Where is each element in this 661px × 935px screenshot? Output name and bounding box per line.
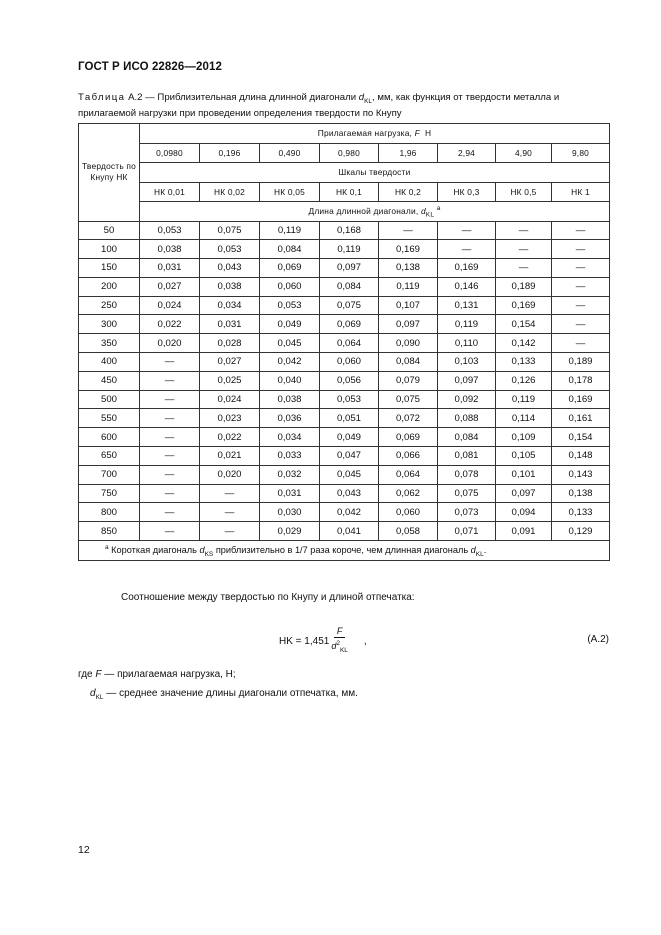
formula-fraction	[331, 626, 348, 657]
diagonal-cell: 0,075	[379, 390, 438, 409]
diagonal-cell: 0,169	[552, 390, 610, 409]
footnote-sym1: d	[199, 544, 205, 555]
diagonal-cell: 0,133	[552, 503, 610, 522]
table-row	[79, 484, 610, 503]
diagonal-cell: 0,069	[379, 428, 438, 447]
diagonal-cell: —	[200, 484, 260, 503]
hardness-cell: 450	[79, 371, 140, 390]
hardness-cell: 150	[79, 259, 140, 278]
diagonal-cell: —	[140, 522, 200, 541]
diagonal-cell: 0,169	[496, 296, 552, 315]
diagonal-cell: 0,022	[200, 428, 260, 447]
diagonal-cell: —	[140, 428, 200, 447]
caption-number: А.2	[128, 92, 143, 103]
loads-row	[79, 143, 610, 163]
where-dash: —	[106, 688, 117, 699]
diagonal-cell: 0,084	[379, 353, 438, 372]
table-caption	[78, 92, 608, 121]
diagonal-cell: 0,047	[320, 447, 379, 466]
load-symbol: F	[414, 128, 420, 139]
scale-value: НК 0,1	[320, 182, 379, 202]
hardness-cell: 800	[79, 503, 140, 522]
diagonal-cell: 0,133	[496, 353, 552, 372]
diagonal-cell: 0,041	[320, 522, 379, 541]
diagonal-cell: —	[552, 315, 610, 334]
caption-symbol: d	[358, 92, 365, 103]
footnote-text-before: Короткая диагональ	[108, 544, 200, 555]
table-row	[79, 296, 610, 315]
diagonal-cell: 0,042	[320, 503, 379, 522]
table-row	[79, 409, 610, 428]
footnote-sym1-sub: KS	[204, 550, 214, 558]
diagonal-cell: 0,043	[200, 259, 260, 278]
where-text: среднее значение длины диагонали отпечатка, мм.	[119, 688, 358, 699]
diagonal-cell: 0,034	[260, 428, 320, 447]
diagonal-cell: 0,169	[379, 240, 438, 259]
diagonal-cell: 0,114	[496, 409, 552, 428]
footnote-sym2: d	[470, 544, 476, 555]
table-row	[79, 353, 610, 372]
diagonal-cell: 0,078	[438, 465, 496, 484]
diagonal-cell: 0,081	[438, 447, 496, 466]
diagonal-cell: 0,084	[260, 240, 320, 259]
table-row	[79, 221, 610, 240]
diagonal-cell: 0,038	[140, 240, 200, 259]
diagonal-cell: 0,064	[320, 334, 379, 353]
diagonal-cell: 0,138	[379, 259, 438, 278]
diagonal-cell: —	[496, 221, 552, 240]
hardness-cell: 700	[79, 465, 140, 484]
diagonal-cell: 0,043	[320, 484, 379, 503]
scale-value: НК 0,05	[260, 182, 320, 202]
diagonal-cell: 0,025	[200, 371, 260, 390]
formula-lhs: HK = 1,451	[279, 635, 330, 647]
diagonal-cell: 0,148	[552, 447, 610, 466]
diagonal-cell: 0,032	[260, 465, 320, 484]
diagonal-cell: 0,161	[552, 409, 610, 428]
load-value: 4,90	[496, 143, 552, 163]
diagonal-cell: 0,036	[260, 409, 320, 428]
diagonal-cell: 0,029	[260, 522, 320, 541]
diagonal-cell: 0,038	[200, 277, 260, 296]
table-row	[79, 334, 610, 353]
diagonal-cell: —	[140, 409, 200, 428]
diagonal-cell: 0,119	[379, 277, 438, 296]
diagonal-cell: 0,056	[320, 371, 379, 390]
diagonal-cell: 0,169	[438, 259, 496, 278]
diagonal-cell: 0,030	[260, 503, 320, 522]
diagonal-cell: 0,189	[552, 353, 610, 372]
formula-numerator: F	[334, 626, 346, 638]
formula-denominator	[331, 638, 348, 657]
hardness-cell: 200	[79, 277, 140, 296]
diagonal-cell: 0,027	[200, 353, 260, 372]
formula-tail: ,	[363, 635, 367, 647]
diagonal-cell: 0,119	[260, 221, 320, 240]
load-value: 9,80	[552, 143, 610, 163]
where-symbol: d	[90, 688, 96, 699]
diagonal-cell: 0,075	[320, 296, 379, 315]
diagonal-cell: —	[552, 240, 610, 259]
table-row	[79, 277, 610, 296]
where-lead: где	[78, 669, 93, 680]
load-value: 0,490	[260, 143, 320, 163]
diagonal-cell: 0,090	[379, 334, 438, 353]
diagonal-cell: 0,168	[320, 221, 379, 240]
where-symbol-sub: KL	[95, 694, 104, 701]
table-row	[79, 503, 610, 522]
diagonal-cell: —	[438, 240, 496, 259]
relation-text: Соотношение между твердостью по Кнупу и длиной отпечатка:	[121, 592, 415, 603]
diagonal-cell: —	[552, 221, 610, 240]
diagonal-header-text: Длина длинной диагонали,	[308, 205, 419, 216]
diagonal-cell: —	[200, 522, 260, 541]
diagonal-cell: 0,178	[552, 371, 610, 390]
diagonal-cell: 0,146	[438, 277, 496, 296]
hardness-cell: 350	[79, 334, 140, 353]
diagonal-cell: 0,049	[320, 428, 379, 447]
caption-text-after: , мм, как функция от твердости металла и прилагаемой нагрузки при проведении определения твердости по Кнупу	[78, 92, 560, 120]
caption-text-before: — Приблизительная длина длинной диагонали	[142, 92, 359, 103]
diagonal-cell: 0,084	[320, 277, 379, 296]
diagonal-cell: 0,060	[320, 353, 379, 372]
diagonal-cell: 0,069	[260, 259, 320, 278]
hardness-cell: 250	[79, 296, 140, 315]
scale-value: НК 0,5	[496, 182, 552, 202]
diagonal-cell: 0,024	[140, 296, 200, 315]
diagonal-cell: —	[140, 484, 200, 503]
hardness-cell: 850	[79, 522, 140, 541]
table-body	[79, 221, 610, 541]
diagonal-cell: —	[140, 371, 200, 390]
diagonal-cell: 0,034	[200, 296, 260, 315]
formula-den-sub: KL	[339, 646, 348, 654]
diagonal-cell: 0,119	[496, 390, 552, 409]
diagonal-cell: 0,023	[200, 409, 260, 428]
diagonal-cell: 0,022	[140, 315, 200, 334]
footnote-text-end: .	[483, 544, 487, 555]
formula-den-sup: 2	[336, 640, 340, 647]
hardness-table	[78, 123, 610, 561]
diagonal-cell: 0,031	[260, 484, 320, 503]
load-value: 0,196	[200, 143, 260, 163]
diagonal-cell: —	[438, 221, 496, 240]
diagonal-cell: 0,072	[379, 409, 438, 428]
diagonal-cell: 0,097	[320, 259, 379, 278]
load-unit: Н	[425, 128, 432, 139]
scale-value: НК 0,2	[379, 182, 438, 202]
diagonal-cell: —	[140, 465, 200, 484]
diagonal-cell: —	[552, 259, 610, 278]
diagonal-cell: 0,075	[200, 221, 260, 240]
diagonal-cell: 0,028	[200, 334, 260, 353]
diagonal-cell: —	[496, 240, 552, 259]
diagonal-cell: 0,045	[320, 465, 379, 484]
diagonal-cell: —	[496, 259, 552, 278]
diagonal-cell: 0,189	[496, 277, 552, 296]
diagonal-cell: 0,060	[260, 277, 320, 296]
diagonal-cell: 0,075	[438, 484, 496, 503]
diagonal-cell: 0,092	[438, 390, 496, 409]
diagonal-cell: —	[552, 296, 610, 315]
diagonal-cell: 0,064	[379, 465, 438, 484]
diagonal-cell: —	[552, 277, 610, 296]
diagonal-cell: 0,154	[552, 428, 610, 447]
diagonal-cell: 0,053	[320, 390, 379, 409]
hardness-cell: 500	[79, 390, 140, 409]
diagonal-cell: 0,094	[496, 503, 552, 522]
diagonal-cell: 0,084	[438, 428, 496, 447]
diagonal-cell: 0,129	[552, 522, 610, 541]
diagonal-cell: 0,110	[438, 334, 496, 353]
where-item-load	[78, 669, 236, 680]
scale-value: НК 0,01	[140, 182, 200, 202]
diagonal-cell: 0,027	[140, 277, 200, 296]
diagonal-cell: —	[140, 447, 200, 466]
diagonal-cell: —	[200, 503, 260, 522]
load-value: 0,980	[320, 143, 379, 163]
diagonal-cell: 0,049	[260, 315, 320, 334]
diagonal-cell: 0,103	[438, 353, 496, 372]
diagonal-cell: 0,020	[200, 465, 260, 484]
footnote-text-middle: приблизительно в 1/7 раза короче, чем длинная диагональ	[213, 544, 471, 555]
diagonal-cell: 0,045	[260, 334, 320, 353]
hardness-cell: 400	[79, 353, 140, 372]
diagonal-cell: 0,154	[496, 315, 552, 334]
formula-number: (А.2)	[587, 634, 609, 645]
load-value: 1,96	[379, 143, 438, 163]
diagonal-cell: 0,071	[438, 522, 496, 541]
load-value: 0,0980	[140, 143, 200, 163]
diagonal-cell: 0,053	[260, 296, 320, 315]
diagonal-cell: 0,126	[496, 371, 552, 390]
table-row	[79, 390, 610, 409]
diagonal-cell: 0,143	[552, 465, 610, 484]
hardness-cell: 750	[79, 484, 140, 503]
formula	[279, 626, 367, 657]
scale-value: НК 0,02	[200, 182, 260, 202]
diagonal-cell: 0,024	[200, 390, 260, 409]
hardness-cell: 550	[79, 409, 140, 428]
diagonal-cell: 0,021	[200, 447, 260, 466]
diagonal-cell: 0,053	[200, 240, 260, 259]
diagonal-symbol: d	[420, 205, 426, 216]
table-row	[79, 447, 610, 466]
diagonal-cell: 0,066	[379, 447, 438, 466]
diagonal-cell: 0,101	[496, 465, 552, 484]
load-value: 2,94	[438, 143, 496, 163]
diagonal-cell: 0,031	[140, 259, 200, 278]
diagonal-cell: 0,058	[379, 522, 438, 541]
diagonal-cell: —	[140, 353, 200, 372]
stub-header: Твердость по Кнупу НК	[79, 124, 140, 222]
diagonal-cell: 0,020	[140, 334, 200, 353]
caption-symbol-sub: KL	[364, 97, 373, 105]
hardness-cell: 50	[79, 221, 140, 240]
diagonal-cell: 0,040	[260, 371, 320, 390]
diagonal-cell: 0,053	[140, 221, 200, 240]
hardness-cell: 100	[79, 240, 140, 259]
document-header: ГОСТ Р ИСО 22826—2012	[78, 61, 223, 73]
diagonal-cell: 0,031	[200, 315, 260, 334]
diagonal-cell: 0,088	[438, 409, 496, 428]
diagonal-cell: 0,131	[438, 296, 496, 315]
table-row	[79, 371, 610, 390]
diagonal-cell: —	[140, 390, 200, 409]
table-row	[79, 428, 610, 447]
diagonal-cell: 0,033	[260, 447, 320, 466]
where-symbol: F	[95, 669, 102, 680]
diagonal-note-mark: а	[436, 204, 441, 212]
scale-value: НК 0,3	[438, 182, 496, 202]
table-row	[79, 522, 610, 541]
diagonal-cell: 0,038	[260, 390, 320, 409]
diagonal-cell: 0,097	[438, 371, 496, 390]
footnote-sym2-sub: KL	[475, 550, 484, 558]
diagonal-cell: 0,060	[379, 503, 438, 522]
scales-row	[79, 182, 610, 202]
diagonal-cell: 0,079	[379, 371, 438, 390]
diagonal-symbol-sub: KL	[425, 210, 435, 218]
hardness-cell: 650	[79, 447, 140, 466]
diagonal-cell: 0,062	[379, 484, 438, 503]
formula-den-symbol: d	[331, 641, 337, 651]
table-footnote	[79, 541, 610, 561]
diagonal-cell: 0,119	[438, 315, 496, 334]
diagonal-cell: 0,073	[438, 503, 496, 522]
diagonal-cell: 0,042	[260, 353, 320, 372]
hardness-cell: 600	[79, 428, 140, 447]
load-header	[140, 124, 610, 144]
where-item-diagonal	[90, 688, 358, 701]
scales-header: Шкалы твердости	[140, 163, 610, 183]
diagonal-header	[140, 202, 610, 222]
diagonal-cell: 0,097	[496, 484, 552, 503]
diagonal-cell: 0,105	[496, 447, 552, 466]
diagonal-cell: 0,142	[496, 334, 552, 353]
page-number: 12	[78, 844, 90, 856]
diagonal-cell: 0,051	[320, 409, 379, 428]
diagonal-cell: 0,107	[379, 296, 438, 315]
diagonal-cell: 0,138	[552, 484, 610, 503]
footnote-mark: а	[105, 543, 109, 551]
scale-value: НК 1	[552, 182, 610, 202]
where-dash: —	[104, 669, 115, 680]
table-row	[79, 315, 610, 334]
diagonal-cell: 0,069	[320, 315, 379, 334]
diagonal-cell: 0,119	[320, 240, 379, 259]
table-row	[79, 240, 610, 259]
diagonal-cell: 0,097	[379, 315, 438, 334]
where-text: прилагаемая нагрузка, Н;	[117, 669, 236, 680]
diagonal-cell: —	[379, 221, 438, 240]
caption-prefix: Таблица	[78, 92, 126, 103]
diagonal-cell: 0,109	[496, 428, 552, 447]
hardness-cell: 300	[79, 315, 140, 334]
table-row	[79, 259, 610, 278]
load-header-text: Прилагаемая нагрузка,	[317, 128, 413, 139]
diagonal-cell: —	[140, 503, 200, 522]
diagonal-cell: 0,091	[496, 522, 552, 541]
table-row	[79, 465, 610, 484]
diagonal-cell: —	[552, 334, 610, 353]
